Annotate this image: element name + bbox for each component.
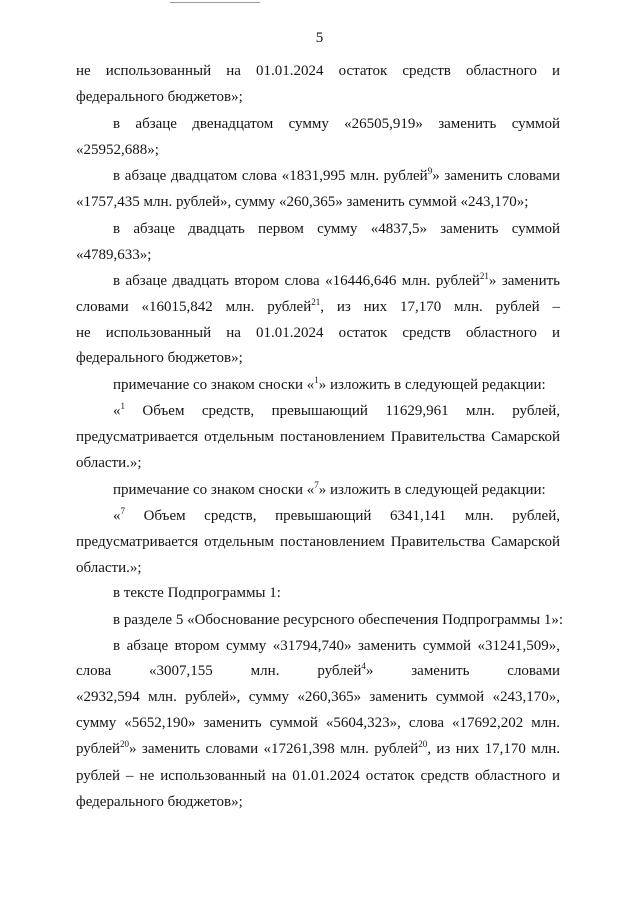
text-run: Объем средств, превышающий 11629,961 млн. рублей, [125,403,560,419]
footnote-mark: 7 [120,506,125,516]
text-line [113,481,546,499]
text-run: не использованный на 01.01.2024 остаток средств областного и [76,63,560,79]
text-line [76,533,560,551]
text-run: рублей – не использованный на 01.01.2024 остаток средств областного и [76,768,560,784]
text-line [76,793,243,811]
text-line [113,611,563,629]
text-run: федерального бюджетов»; [76,89,243,105]
text-line [76,349,243,367]
text-line [76,141,159,159]
text-run: » изложить в следующей редакции: [318,377,546,393]
text-run: в абзаце двадцатом слова «1831,995 млн. рублей [113,168,428,184]
text-run: Объем средств, превышающий 6341,141 млн. рублей, [125,508,560,524]
footnote-mark: 1 [120,401,125,411]
text-line [76,246,151,264]
footnote-mark: 20 [120,739,130,749]
text-line [76,559,142,577]
text-line [76,454,142,472]
footnote-mark: 21 [311,297,321,307]
text-line [113,402,560,420]
text-line [113,167,560,185]
text-run: словами «16015,842 млн. рублей [76,299,312,315]
page-number: 5 [315,30,324,46]
footnote-mark: 4 [361,661,366,671]
text-run: «2932,594 млн. рублей», сумму «260,365» заменить суммой «243,170», [76,689,560,705]
text-line [76,298,560,316]
text-run: « [113,403,121,419]
text-line [76,662,560,680]
text-run: примечание со знаком сноски « [113,377,315,393]
text-run: области.»; [76,560,142,576]
text-run: «25952,688»; [76,142,159,158]
text-line [76,193,528,211]
text-run: федерального бюджетов»; [76,350,243,366]
text-run: в тексте Подпрограммы 1: [113,585,281,601]
text-run: « [113,508,121,524]
text-run: не использованный на 01.01.2024 остаток средств областного и [76,325,560,341]
text-line [76,740,560,758]
text-run: в абзаце двенадцатом сумму «26505,919» заменить суммой [113,116,560,132]
text-run: в разделе 5 «Обоснование ресурсного обеспечения Подпрограммы 1»: [113,612,563,628]
text-line [113,376,546,394]
text-run: » изложить в следующей редакции: [318,482,546,498]
text-run: сумму «5652,190» заменить суммой «5604,323», слова «17692,202 млн. [76,715,560,731]
footnote-mark: 1 [314,375,319,385]
text-run: в абзаце двадцать первом сумму «4837,5» заменить суммой [113,221,560,237]
text-line [113,584,281,602]
text-run: » заменить словами «17261,398 млн. рублей [129,741,419,757]
text-line [76,428,560,446]
text-line [113,637,560,655]
footnote-mark: 7 [314,480,319,490]
text-run: » заменить словами [432,168,561,184]
text-line [113,115,560,133]
text-line [113,507,560,525]
scan-mark [170,2,260,3]
text-line [76,688,560,706]
text-line [76,714,560,732]
footnote-mark: 9 [427,166,433,176]
text-line [113,272,560,290]
text-line [113,220,560,238]
text-run: предусматривается отдельным постановлением Правительства Самарской [76,534,560,550]
text-run: примечание со знаком сноски « [113,482,315,498]
text-run: » заменить словами [365,663,560,679]
text-run: области.»; [76,455,142,471]
footnote-mark: 20 [418,739,428,749]
text-line [76,324,560,342]
text-run: в абзаце двадцать втором слова «16446,646 млн. рублей [113,273,480,289]
text-run: , из них 17,170 млн. рублей – [320,299,560,315]
text-run: , из них 17,170 млн. [427,741,560,757]
text-run: «4789,633»; [76,247,152,263]
text-line [76,767,560,785]
text-run: федерального бюджетов»; [76,794,243,810]
text-line [76,62,560,80]
text-run: в абзаце втором сумму «31794,740» заменить суммой «31241,509», [113,638,560,654]
text-run: предусматривается отдельным постановлением Правительства Самарской [76,429,560,445]
text-run: «1757,435 млн. рублей», сумму «260,365» заменить суммой «243,170»; [76,194,529,210]
text-run: слова «3007,155 млн. рублей [76,663,362,679]
text-run: рублей [76,741,121,757]
text-line [76,88,243,106]
text-run: » заменить [488,273,561,289]
footnote-mark: 21 [479,271,489,281]
